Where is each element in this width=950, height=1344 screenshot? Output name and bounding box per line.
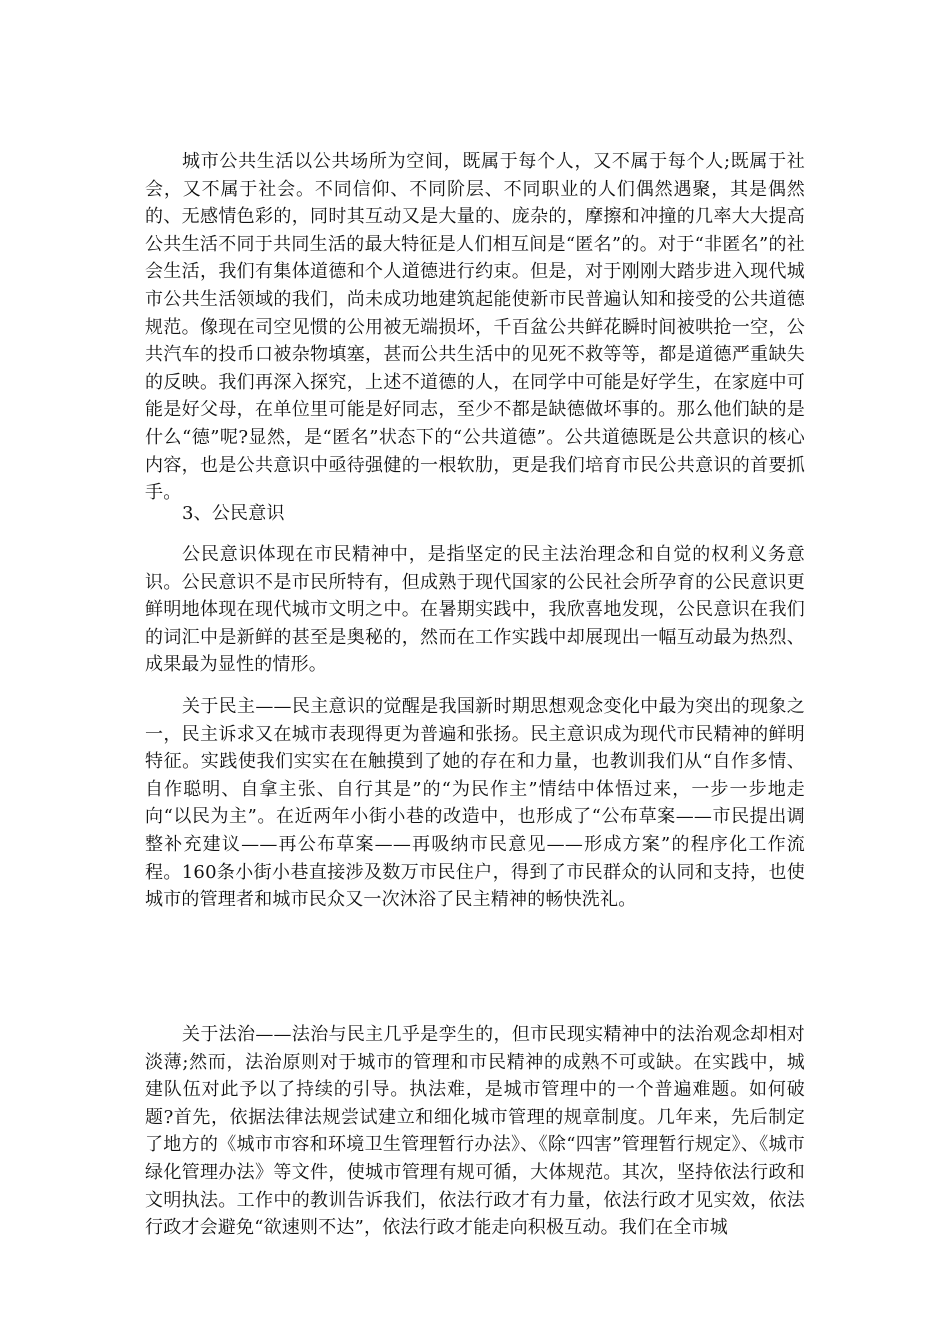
paragraph-civic-awareness: 公民意识体现在市民精神中，是指坚定的民主法治理念和自觉的权利义务意识。公民意识不是市民所特有，但成熟于现代国家的公民社会所孕育的公民意识更鲜明地体现在现代城市文明之中。在暑期实践中，我欣喜地发现，公民意识在我们的词汇中是新鲜的甚至是奥秘的，然而在工作实践中却展现出一幅互动最为热烈、成果最为显性的情形。: [145, 544, 805, 676]
section-heading-civic-awareness: 3、公民意识: [182, 503, 285, 524]
paragraph-rule-of-law: 关于法治——法治与民主几乎是孪生的，但市民现实精神中的法治观念却相对淡薄;然而，法治原则对于城市的管理和市民精神的成熟不可或缺。在实践中，城建队伍对此予以了持续的引导。执法难，是城市管理中的一个普遍难题。如何破题?首先，依据法律法规尝试建立和细化城市管理的规章制度。几年来，先后制定了地方的《城市市容和环境卫生管理暂行办法》、《除“四害”管理暂行规定》、《城市绿化管理办法》等文件，使城市管理有规可循，大体规范。其次，坚持依法行政和文明执法。工作中的教训告诉我们，依法行政才有力量，依法行政才见实效，依法行政才会避免“欲速则不达”，依法行政才能走向积极互动。我们在全市城: [145, 1024, 805, 1239]
paragraph-democracy: 关于民主——民主意识的觉醒是我国新时期思想观念变化中最为突出的现象之一，民主诉求又在城市表现得更为普遍和张扬。民主意识成为现代市民精神的鲜明特征。实践使我们实实在在触摸到了她的存在和力量，也教训我们从“自作多情、自作聪明、自拿主张、自行其是”的“为民作主”情结中体悟过来，一步一步地走向“以民为主”。在近两年小街小巷的改造中，也形成了“公布草案——市民提出调整补充建议——再公布草案——再吸纳市民意见——形成方案”的程序化工作流程。160条小街小巷直接涉及数万市民住户，得到了市民群众的认同和支持，也使城市的管理者和城市民众又一次沐浴了民主精神的畅快洗礼。: [145, 696, 805, 911]
paragraph-public-morality: 城市公共生活以公共场所为空间，既属于每个人，又不属于每个人;既属于社会，又不属于社会。不同信仰、不同阶层、不同职业的人们偶然遇聚，其是偶然的、无感情色彩的，同时其互动又是大量的、庞杂的，摩擦和冲撞的几率大大提高公共生活不同于共同生活的最大特征是人们相互间是“匿名”的。对于“非匿名”的社会生活，我们有集体道德和个人道德进行约束。但是，对于刚刚大踏步进入现代城市公共生活领域的我们，尚未成功地建筑起能使新市民普遍认知和接受的公共道德规范。像现在司空见惯的公用被无端损坏，千百盆公共鲜花瞬时间被哄抢一空，公共汽车的投币口被杂物填塞，甚而公共生活中的见死不救等等，都是道德严重缺失的反映。我们再深入探究，上述不道德的人，在同学中可能是好学生，在家庭中可能是好父母，在单位里可能是好同志，至少不都是缺德做坏事的。那么他们缺的是什么“德”呢?显然，是“匿名”状态下的“公共道德”。公共道德既是公共意识的核心内容，也是公共意识中亟待强健的一根软肋，更是我们培育市民公共意识的首要抓手。: [145, 151, 805, 504]
